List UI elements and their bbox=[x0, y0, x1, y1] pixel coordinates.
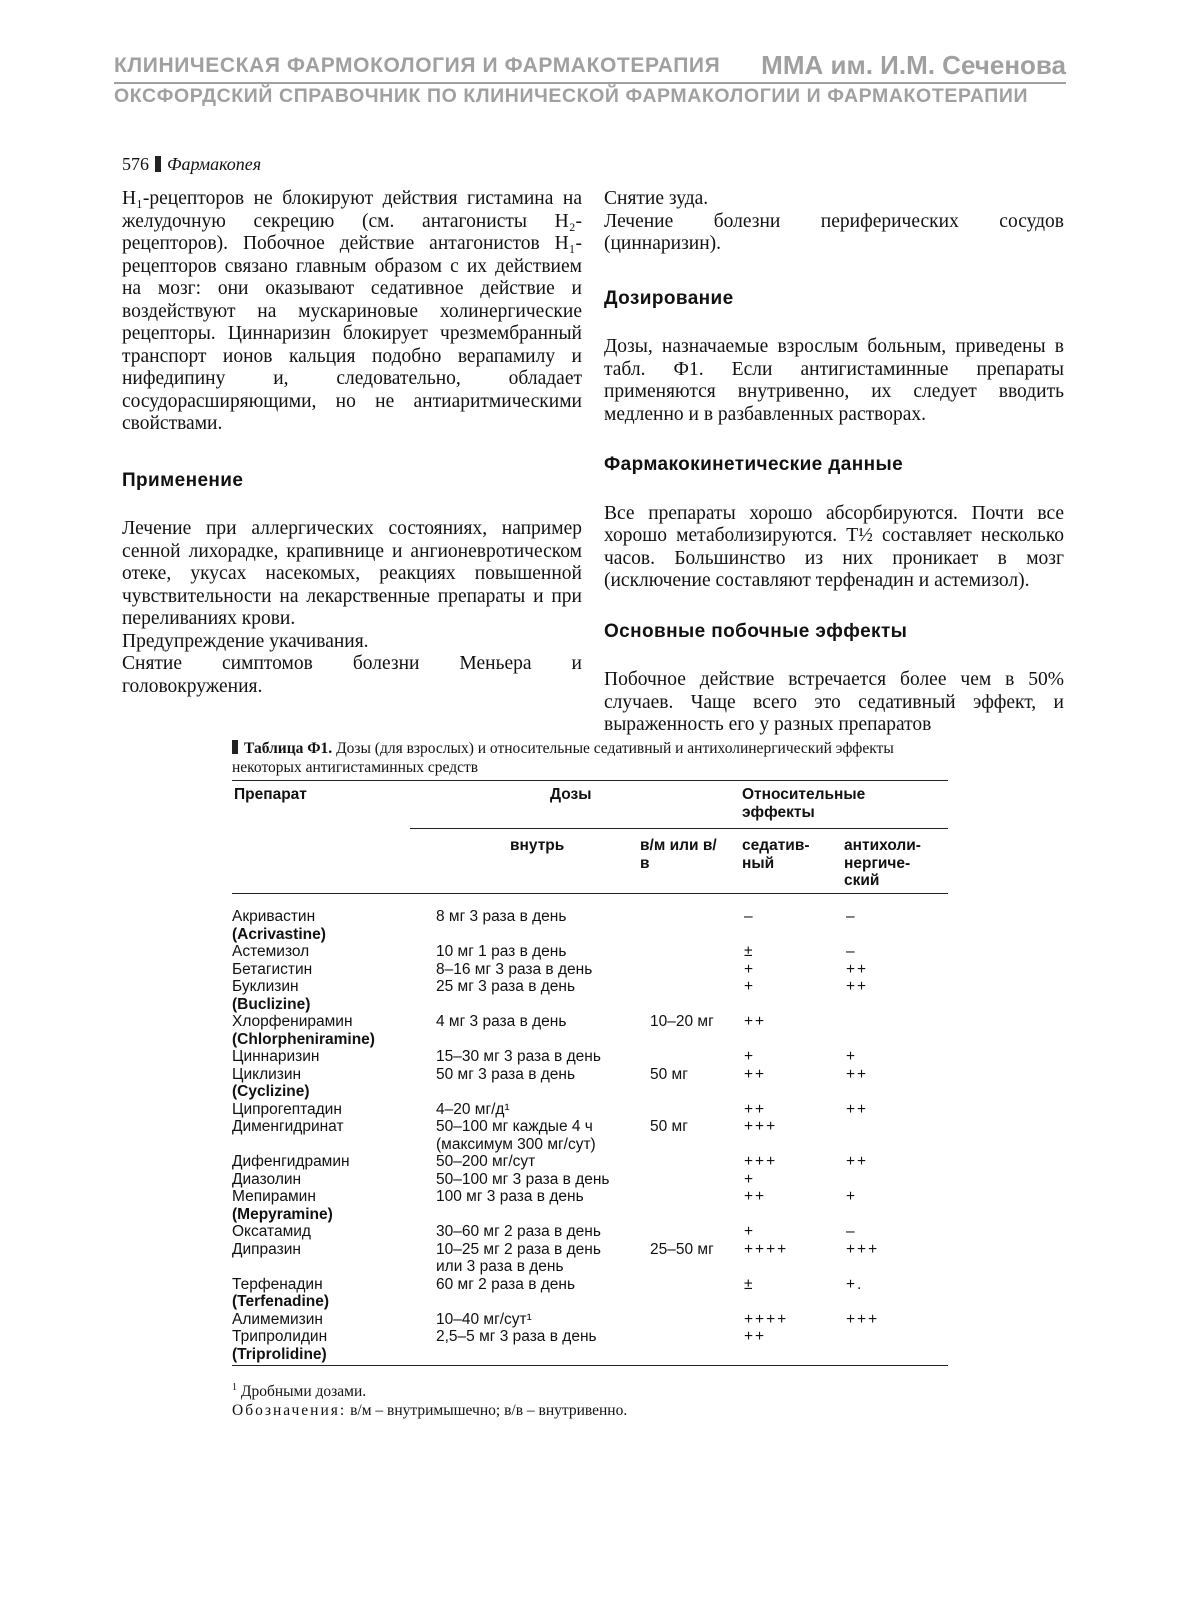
oral-dose-cell bbox=[436, 1048, 646, 1066]
usage-item-1: Лечение при аллергических состояниях, например сенной лихорадке, крапивнице и ангионевротическом отеке, укусах насекомых, реакциях повышенной чувствительности на лекарственные препараты и при переливаниях крови. bbox=[122, 518, 582, 629]
heading-dosing: Дозирование bbox=[604, 287, 734, 309]
anticholinergic-effect: ++ bbox=[846, 978, 869, 995]
header-left-title: КЛИНИЧЕСКАЯ ФАРМОКОЛОГИЯ И ФАРМАКОТЕРАПИЯ bbox=[114, 54, 721, 77]
left-column bbox=[122, 188, 582, 698]
oral-dose-continued: (максимум 300 мг/сут) bbox=[436, 1135, 596, 1153]
drug-name: Циннаризин bbox=[232, 1048, 320, 1065]
table-top-rule bbox=[232, 780, 948, 781]
drug-name: Буклизин bbox=[232, 978, 299, 995]
sedative-effect: ++ bbox=[744, 1328, 767, 1345]
header-sedative: седатив-ный bbox=[742, 837, 810, 872]
pharmacokinetics-paragraph: Все препараты хорошо абсорбируются. Почти все хорошо метаболизируются. T½ составляет несколько часов. Большинство из них проникает в мозг (исключение составляют терфенадин и астемизол). bbox=[604, 502, 1064, 591]
sedative-effect: ++++ bbox=[744, 1310, 789, 1328]
drug-cell bbox=[232, 1241, 432, 1259]
oral-dose-cell bbox=[436, 961, 646, 979]
anticholinergic-effect: ++ bbox=[846, 1100, 869, 1118]
anticholinergic-effect: + bbox=[846, 1188, 858, 1205]
dosing-paragraph: Дозы, назначаемые взрослым больным, приведены в табл. Ф1. Если антигистаминные препараты применяются внутривенно, их следует вводить медленно и в разбавленных растворах. bbox=[604, 336, 1064, 425]
drug-name: Дифенгидрамин bbox=[232, 1153, 350, 1170]
heading-pharmacokinetics: Фармакокинетические данные bbox=[604, 454, 904, 475]
drug-latin-name: (Cyclizine) bbox=[232, 1083, 310, 1100]
oral-dose-cell bbox=[436, 1311, 646, 1329]
im-iv-dose: 10–20 мг bbox=[650, 1013, 714, 1030]
sedative-effect: + bbox=[744, 1223, 756, 1240]
drug-name: Дименгидринат bbox=[232, 1118, 344, 1135]
anticholinergic-effect: +++ bbox=[846, 1310, 880, 1328]
drug-name: Астемизол bbox=[232, 943, 310, 960]
heading-usage: Применение bbox=[122, 469, 244, 491]
header-relative-effects: Относительные эффекты bbox=[742, 786, 866, 821]
header-oral: внутрь bbox=[510, 837, 565, 854]
header-im-iv: в/м или в/в bbox=[640, 837, 717, 872]
anticholinergic-effect: – bbox=[846, 908, 857, 925]
oral-dose: 25 мг 3 раза в день bbox=[436, 978, 576, 995]
oral-dose: 8–16 мг 3 раза в день bbox=[436, 960, 593, 978]
drug-latin-name: (Mepyramine) bbox=[232, 1205, 333, 1223]
drug-cell bbox=[232, 1223, 432, 1241]
usage-item-5: Лечение болезни периферических сосудов (циннаризин). bbox=[604, 210, 1064, 254]
drug-cell bbox=[232, 961, 432, 979]
drug-name: Терфенадин bbox=[232, 1275, 323, 1293]
oral-dose: 60 мг 2 раза в день bbox=[436, 1275, 576, 1293]
drug-name: Хлорфенирамин bbox=[232, 1013, 353, 1030]
usage-item-3: Снятие симптомов болезни Меньера и головокружения. bbox=[122, 653, 582, 697]
oral-dose-cell bbox=[436, 943, 646, 961]
drug-latin-name: (Buclizine) bbox=[232, 995, 311, 1013]
page-header bbox=[114, 50, 1066, 82]
header-right-title: ММА им. И.М. Сеченова bbox=[761, 50, 1066, 80]
drug-latin-name: (Triprolidine) bbox=[232, 1345, 327, 1363]
footnote-mark: 1 bbox=[232, 1382, 237, 1393]
sedative-effect: – bbox=[744, 908, 755, 925]
table-footnotes bbox=[232, 1378, 627, 1420]
sedative-effect: ++ bbox=[744, 1013, 767, 1030]
drug-latin-name: (Terfenadine) bbox=[232, 1293, 330, 1310]
legend-text: в/м – внутримышечно; в/в – внутривенно. bbox=[350, 1402, 628, 1420]
drug-cell bbox=[232, 1276, 432, 1311]
drug-cell bbox=[232, 1328, 432, 1363]
oral-dose-cell bbox=[436, 1066, 646, 1084]
drug-name: Мепирамин bbox=[232, 1188, 316, 1205]
oral-dose: 10 мг 1 раз в день bbox=[436, 943, 567, 960]
side-effects-paragraph: Побочное действие встречается более чем в 50% случаев. Чаще всего это седативный эффект, и выраженность его у разных препаратов bbox=[604, 669, 1064, 735]
oral-dose: 10–40 мг/сут¹ bbox=[436, 1310, 532, 1328]
oral-dose-cell bbox=[436, 1013, 646, 1031]
sedative-effect: ++ bbox=[744, 1188, 767, 1205]
drug-cell bbox=[232, 1066, 432, 1101]
oral-dose-cell bbox=[436, 908, 646, 926]
drug-cell bbox=[232, 978, 432, 1013]
oral-dose-cell bbox=[436, 1188, 646, 1206]
oral-dose-cell bbox=[436, 1223, 646, 1241]
oral-dose: 50 мг 3 раза в день bbox=[436, 1065, 576, 1083]
oral-dose-cell bbox=[436, 1118, 646, 1153]
right-column bbox=[604, 188, 1064, 737]
header-divider bbox=[114, 82, 1066, 84]
header-doses: Дозы bbox=[550, 786, 592, 803]
anticholinergic-effect: – bbox=[846, 1223, 857, 1240]
anticholinergic-effect: +++ bbox=[846, 1240, 880, 1258]
section-name: Фармакопея bbox=[167, 154, 262, 174]
oral-dose-cell bbox=[436, 1153, 646, 1171]
oral-dose-cell bbox=[436, 1171, 646, 1189]
anticholinergic-effect: ++ bbox=[846, 1065, 869, 1083]
page-number: 576 bbox=[122, 154, 149, 174]
sedative-effect: + bbox=[744, 978, 756, 995]
oral-dose: 50–100 мг 3 раза в день bbox=[436, 1170, 610, 1188]
legend-label: Обозначения: bbox=[232, 1402, 347, 1420]
drug-name: Циклизин bbox=[232, 1065, 302, 1083]
sedative-effect: +++ bbox=[744, 1153, 778, 1170]
sedative-effect: +++ bbox=[744, 1118, 778, 1135]
table-bottom-rule bbox=[232, 1365, 948, 1366]
drug-name: Бетагистин bbox=[232, 960, 313, 978]
oral-dose-cell bbox=[436, 978, 646, 996]
header-drug: Препарат bbox=[234, 786, 307, 803]
anticholinergic-effect: +. bbox=[846, 1275, 864, 1293]
oral-dose: 4 мг 3 раза в день bbox=[436, 1013, 567, 1030]
drug-cell bbox=[232, 1048, 432, 1066]
running-head bbox=[122, 154, 261, 175]
footnote-1 bbox=[232, 1378, 627, 1401]
header-anticholinergic: антихоли-нергиче-ский bbox=[844, 837, 921, 889]
oral-dose: 30–60 мг 2 раза в день bbox=[436, 1223, 601, 1240]
table-header-rule bbox=[232, 893, 948, 894]
drug-name: Ципрогептадин bbox=[232, 1100, 342, 1118]
sedative-effect: ± bbox=[744, 1275, 755, 1293]
drug-name: Оксатамид bbox=[232, 1223, 311, 1240]
anticholinergic-effect: ++ bbox=[846, 1153, 869, 1170]
heading-side-effects: Основные побочные эффекты bbox=[604, 620, 908, 642]
usage-item-4: Снятие зуда. bbox=[604, 188, 709, 209]
im-iv-dose: 50 мг bbox=[650, 1118, 688, 1135]
anticholinergic-effect: + bbox=[846, 1048, 858, 1065]
drug-name: Диазолин bbox=[232, 1170, 302, 1188]
table-caption bbox=[232, 740, 952, 777]
oral-dose: 4–20 мг/д¹ bbox=[436, 1100, 510, 1118]
dose-table bbox=[232, 780, 948, 1370]
anticholinergic-effect: ++ bbox=[846, 960, 869, 978]
drug-name: Алимемизин bbox=[232, 1310, 323, 1328]
drug-cell bbox=[232, 1171, 432, 1189]
drug-name: Дипразин bbox=[232, 1240, 301, 1258]
oral-dose: 50–200 мг/сут bbox=[436, 1153, 536, 1170]
sedative-effect: + bbox=[744, 1048, 756, 1065]
drug-cell bbox=[232, 1188, 432, 1223]
oral-dose: 50–100 мг каждые 4 ч bbox=[436, 1118, 593, 1135]
drug-latin-name: (Chlorpheniramine) bbox=[232, 1030, 375, 1048]
oral-dose: 8 мг 3 раза в день bbox=[436, 908, 567, 925]
sedative-effect: ++++ bbox=[744, 1240, 789, 1258]
header-subtitle: ОКСФОРДСКИЙ СПРАВОЧНИК ПО КЛИНИЧЕСКОЙ ФАРМАКОЛОГИИ И ФАРМАКОТЕРАПИИ bbox=[114, 85, 1029, 107]
oral-dose-cell bbox=[436, 1241, 646, 1276]
sedative-effect: ++ bbox=[744, 1065, 767, 1083]
drug-name: Трипролидин bbox=[232, 1328, 328, 1345]
drug-cell bbox=[232, 1013, 432, 1048]
caption-label: Таблица Ф1. bbox=[244, 740, 333, 757]
drug-cell bbox=[232, 943, 432, 961]
drug-cell bbox=[232, 1118, 432, 1136]
drug-cell bbox=[232, 908, 432, 943]
oral-dose: 15–30 мг 3 раза в день bbox=[436, 1048, 601, 1065]
drug-cell bbox=[232, 1101, 432, 1119]
caption-marker-icon bbox=[232, 740, 238, 754]
intro-paragraph: H₁-рецепторов не блокируют действия гистамина на желудочную секрецию (см. антагонисты H₂-рецепторов). Побочное действие антагонистов H₁-рецепторов связано главным образом с их действием на мозг: они оказывают седативное действие и воздействуют на мускариновые холинергические рецепторы. Циннаризин блокирует чрезмембранный транспорт ионов кальция подобно верапамилу и нифедипину и, следовательно, обладает сосудорасширяющими, но не антиаритмическими свойствами. bbox=[122, 188, 582, 434]
drug-cell bbox=[232, 1311, 432, 1329]
drug-name: Акривастин bbox=[232, 908, 316, 925]
im-iv-dose: 50 мг bbox=[650, 1065, 688, 1083]
oral-dose-continued: или 3 раза в день bbox=[436, 1258, 564, 1275]
sedative-effect: + bbox=[744, 960, 756, 978]
section-marker-icon bbox=[155, 156, 161, 172]
sedative-effect: ± bbox=[744, 943, 755, 960]
usage-item-2: Предупреждение укачивания. bbox=[122, 630, 369, 652]
oral-dose: 100 мг 3 раза в день bbox=[436, 1188, 584, 1205]
anticholinergic-effect: – bbox=[846, 943, 857, 960]
footnote-text: Дробными дозами. bbox=[240, 1383, 367, 1401]
oral-dose: 2,5–5 мг 3 раза в день bbox=[436, 1328, 597, 1345]
oral-dose-cell bbox=[436, 1328, 646, 1346]
drug-latin-name: (Acrivastine) bbox=[232, 925, 326, 943]
oral-dose-cell bbox=[436, 1101, 646, 1119]
drug-cell bbox=[232, 1153, 432, 1171]
sedative-effect: ++ bbox=[744, 1100, 767, 1118]
im-iv-dose: 25–50 мг bbox=[650, 1240, 714, 1258]
caption-text: Дозы (для взрослых) и относительные седативный и антихолинергический эффекты некоторых антигистаминных средств bbox=[232, 740, 894, 776]
oral-dose: 10–25 мг 2 раза в день bbox=[436, 1240, 601, 1258]
sedative-effect: + bbox=[744, 1170, 756, 1188]
oral-dose-cell bbox=[436, 1276, 646, 1294]
abbreviations-legend bbox=[232, 1401, 627, 1420]
table-sub-rule bbox=[410, 828, 948, 829]
